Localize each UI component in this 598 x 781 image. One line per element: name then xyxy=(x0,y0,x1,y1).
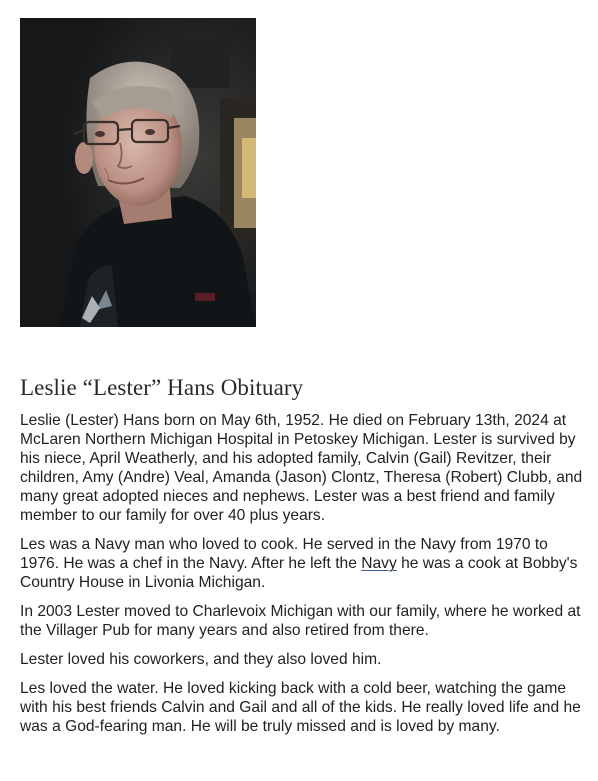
obituary-paragraph-charlevoix: In 2003 Lester moved to Charlevoix Michigan with our family, where he worked at the Villager Pub for many years and also retired from there. xyxy=(20,603,581,639)
obituary-paragraph-intro: Leslie (Lester) Hans born on May 6th, 1952. He died on February 13th, 2024 at McLaren Northern Michigan Hospital in Petoskey Michigan. Lester is survived by his niece, April Weatherly, and his adopted family, Calvin (Gail) Revitzer, their children, Amy (Andre) Veal, Amanda (Jason) Clontz, Theresa (Robert) Clubb, and many great adopted nieces and nephews. Lester was a best friend and family member to our family for over 40 plus years. xyxy=(20,412,583,524)
portrait-photo xyxy=(20,18,256,327)
navy-text-before: Les was a Navy man who loved to cook. He served in the Navy from 1970 to 1976. He was a chef in the Navy. After he left the xyxy=(20,536,548,572)
portrait-photo-icon xyxy=(20,18,256,327)
navy-text-after: he was a cook at Bobby's Country House in Livonia Michigan. xyxy=(20,555,578,591)
navy-link[interactable]: Navy xyxy=(361,555,397,572)
obituary-paragraph-water: Les loved the water. He loved kicking back with a cold beer, watching the game with his best friends Calvin and Gail and all of the kids. He really loved life and he was a God-fearing man. He will be truly missed and is loved by many. xyxy=(20,680,581,735)
obituary-paragraph-navy xyxy=(20,535,586,592)
obituary-content xyxy=(20,373,586,746)
obituary-paragraph-coworkers: Lester loved his coworkers, and they also loved him. xyxy=(20,651,382,668)
obituary-title: Leslie “Lester” Hans Obituary xyxy=(20,375,304,400)
